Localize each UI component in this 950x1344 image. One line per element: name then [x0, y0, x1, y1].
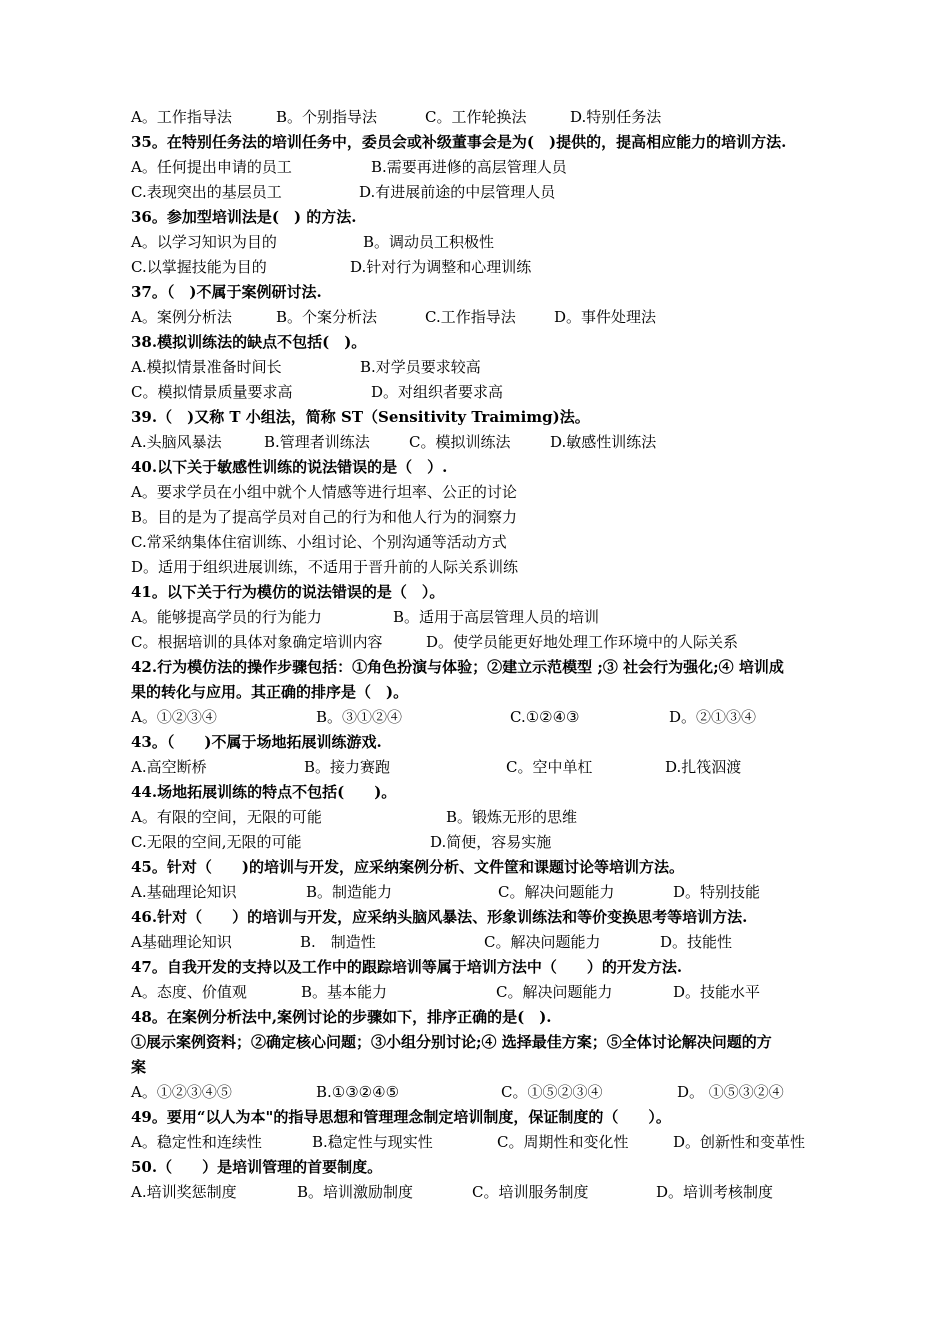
answer-option: B。培训激励制度 — [297, 1183, 414, 1201]
answer-option: B.管理者训练法 — [264, 433, 370, 451]
answer-options-row — [131, 630, 851, 655]
answer-options-row — [131, 830, 851, 855]
answer-options-row — [131, 880, 851, 905]
answer-options-row — [131, 1080, 851, 1105]
answer-options-row — [131, 555, 851, 580]
answer-option: B。适用于高层管理人员的培训 — [393, 608, 600, 626]
answer-option: A。稳定性和连续性 — [131, 1133, 262, 1151]
question-text: 38.模拟训练法的缺点不包括( )。 — [131, 333, 367, 351]
question-text: 46.针对（ ）的培训与开发，应采纳头脑风暴法、形象训练法和等价变换思考等培训方法. — [131, 908, 748, 926]
answer-options-row — [131, 980, 851, 1005]
question-text: 41。以下关于行为模仿的说法错误的是（ ）。 — [131, 583, 445, 601]
question-text: 48。在案例分析法中,案例讨论的步骤如下，排序正确的是( ). — [131, 1008, 552, 1026]
answer-option: A。案例分析法 — [131, 308, 232, 326]
answer-option: B.对学员要求较高 — [360, 358, 481, 376]
answer-option: B.①③②④⑤ — [316, 1083, 400, 1101]
answer-option: D.针对行为调整和心理训练 — [350, 258, 532, 276]
answer-option: C。①⑤②③④ — [501, 1083, 603, 1101]
answer-option: A。以学习知识为目的 — [131, 233, 277, 251]
answer-option: B. 制造性 — [300, 933, 376, 951]
answer-options-row — [131, 105, 851, 130]
question-text: 40.以下关于敏感性训练的说法错误的是（ ）. — [131, 458, 448, 476]
answer-option: B。基本能力 — [301, 983, 388, 1001]
answer-option: D.特别任务法 — [570, 108, 662, 126]
question-text: 50.（ ）是培训管理的首要制度。 — [131, 1158, 383, 1176]
answer-option: C.工作指导法 — [425, 308, 516, 326]
answer-option: D。事件处理法 — [554, 308, 657, 326]
question-text: 35。在特别任务法的培训任务中，委员会或补级董事会是为( )提供的，提高相应能力的培训方法. — [131, 133, 787, 151]
answer-option: D。适用于组织进展训练，不适用于晋升前的人际关系训练 — [131, 558, 519, 576]
question-text: 36。参加型培训法是( ) 的方法. — [131, 208, 357, 226]
answer-option: D。特别技能 — [673, 883, 761, 901]
answer-option: A。能够提高学员的行为能力 — [131, 608, 322, 626]
answer-option: C.表现突出的基层员工 — [131, 183, 282, 201]
answer-option: B.需要再进修的高层管理人员 — [371, 158, 567, 176]
answer-option: A。态度、价值观 — [131, 983, 247, 1001]
answer-options-row — [131, 355, 851, 380]
question-text: 45。针对（ )的培训与开发，应采纳案例分析、文件筐和课题讨论等培训方法。 — [131, 858, 684, 876]
answer-option: C。周期性和变化性 — [497, 1133, 629, 1151]
answer-option: A.高空断桥 — [131, 758, 207, 776]
answer-options-row — [131, 1180, 851, 1205]
answer-option: A。工作指导法 — [131, 108, 232, 126]
answer-option: A.模拟情景准备时间长 — [131, 358, 282, 376]
answer-option: D。创新性和变革性 — [673, 1133, 806, 1151]
question-text: ①展示案例资料；②确定核心问题；③小组分别讨论;④ 选择最佳方案；⑤全体讨论解决问题的方 — [131, 1033, 772, 1051]
answer-option: C。解决问题能力 — [496, 983, 613, 1001]
answer-option: B。个案分析法 — [276, 308, 378, 326]
answer-options-row — [131, 530, 851, 555]
answer-option: B。个别指导法 — [276, 108, 378, 126]
answer-option: C。空中单杠 — [506, 758, 593, 776]
answer-option: B。调动员工积极性 — [363, 233, 495, 251]
question-text: 39.（ )又称 T 小组法，简称 ST（Sensitivity Traimimg)法。 — [131, 408, 590, 426]
question-text: 案 — [131, 1058, 147, 1076]
answer-options-row — [131, 805, 851, 830]
answer-option: B。③①②④ — [316, 708, 403, 726]
answer-option: C.以掌握技能为目的 — [131, 258, 267, 276]
answer-option: C。培训服务制度 — [472, 1183, 589, 1201]
answer-options-row — [131, 930, 851, 955]
question-text: 37。（ )不属于案例研讨法. — [131, 283, 322, 301]
answer-option: C.①②④③ — [510, 708, 580, 726]
question-text: 果的转化与应用。其正确的排序是（ )。 — [131, 683, 409, 701]
answer-options-row — [131, 380, 851, 405]
answer-option: C。根据培训的具体对象确定培训内容 — [131, 633, 383, 651]
answer-options-row — [131, 430, 851, 455]
answer-option: A.基础理论知识 — [131, 883, 237, 901]
answer-option: D。培训考核制度 — [656, 1183, 774, 1201]
answer-option: B。制造能力 — [306, 883, 393, 901]
answer-option: A基础理论知识 — [131, 933, 232, 951]
answer-option: A。①②③④⑤ — [131, 1083, 232, 1101]
answer-option: C。解决问题能力 — [484, 933, 601, 951]
answer-option: A。有限的空间，无限的可能 — [131, 808, 322, 826]
answer-option: B。锻炼无形的思维 — [446, 808, 578, 826]
question-text: 47。自我开发的支持以及工作中的跟踪培训等属于培训方法中（ ）的开发方法. — [131, 958, 683, 976]
answer-options-row — [131, 1130, 851, 1155]
answer-option: A。任何提出申请的员工 — [131, 158, 292, 176]
answer-option: D.敏感性训练法 — [550, 433, 657, 451]
answer-option: C.常采纳集体住宿训练、小组讨论、个别沟通等活动方式 — [131, 533, 507, 551]
answer-option: D。 ①⑤③②④ — [677, 1083, 784, 1101]
answer-options-row — [131, 180, 851, 205]
answer-options-row — [131, 505, 851, 530]
answer-options-row — [131, 480, 851, 505]
answer-options-row — [131, 755, 851, 780]
answer-option: D.简便，容易实施 — [430, 833, 552, 851]
answer-option: C.无限的空间,无限的可能 — [131, 833, 302, 851]
answer-option: C。工作轮换法 — [425, 108, 527, 126]
answer-option: D。对组织者要求高 — [371, 383, 504, 401]
answer-option: C。模拟情景质量要求高 — [131, 383, 293, 401]
answer-option: D.扎筏泅渡 — [665, 758, 742, 776]
answer-option: C。模拟训练法 — [409, 433, 511, 451]
answer-option: B.稳定性与现实性 — [312, 1133, 433, 1151]
question-text: 42.行为模仿法的操作步骤包括：①角色扮演与体验；②建立示范模型 ;③ 社会行为强化;④ 培训成 — [131, 658, 784, 676]
answer-option: D.有进展前途的中层管理人员 — [359, 183, 556, 201]
answer-option: A。要求学员在小组中就个人情感等进行坦率、公正的讨论 — [131, 483, 517, 501]
answer-option: A。①②③④ — [131, 708, 217, 726]
answer-option: D。使学员能更好地处理工作环境中的人际关系 — [426, 633, 739, 651]
answer-options-row — [131, 305, 851, 330]
answer-option: D。②①③④ — [669, 708, 757, 726]
answer-option: B。接力赛跑 — [304, 758, 391, 776]
answer-options-row — [131, 230, 851, 255]
answer-options-row — [131, 155, 851, 180]
answer-options-row — [131, 705, 851, 730]
answer-option: C。解决问题能力 — [498, 883, 615, 901]
answer-option: D。技能水平 — [673, 983, 761, 1001]
question-text: 44.场地拓展训练的特点不包括( )。 — [131, 783, 397, 801]
answer-options-row — [131, 605, 851, 630]
question-text: 43。（ )不属于场地拓展训练游戏. — [131, 733, 382, 751]
answer-option: D。技能性 — [660, 933, 733, 951]
answer-options-row — [131, 255, 851, 280]
answer-option: B。目的是为了提高学员对自己的行为和他人行为的洞察力 — [131, 508, 518, 526]
question-text: 49。要用“以人为本"的指导思想和管理理念制定培训制度，保证制度的（ ）。 — [131, 1108, 671, 1126]
answer-option: A.培训奖惩制度 — [131, 1183, 237, 1201]
answer-option: A.头脑风暴法 — [131, 433, 222, 451]
